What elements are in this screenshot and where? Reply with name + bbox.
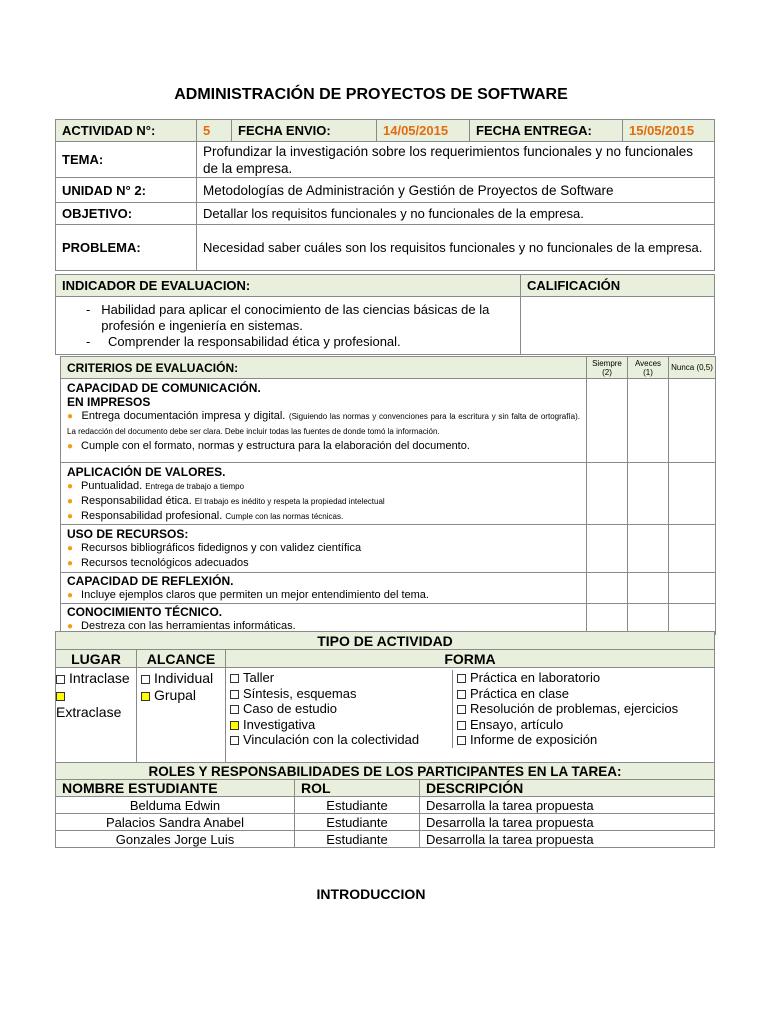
student-role: Estudiante xyxy=(295,797,420,814)
forma-option: Vinculación con la colectividad xyxy=(230,732,452,748)
checkbox-icon[interactable] xyxy=(230,674,239,683)
criterio-item: ● Destreza con las herramientas informáticas. xyxy=(67,620,296,632)
criterio-item: ● Responsabilidad profesional. Cumple con las normas técnicas. xyxy=(67,510,344,522)
tema-label: TEMA: xyxy=(56,142,197,178)
checkbox-icon[interactable] xyxy=(457,736,466,745)
checkbox-icon[interactable] xyxy=(141,675,150,684)
col-nombre: NOMBRE ESTUDIANTE xyxy=(56,780,295,797)
roles-table xyxy=(55,762,715,848)
unidad-label: UNIDAD N° 2: xyxy=(56,178,197,203)
objetivo-value: Detallar los requisitos funcionales y no funcionales de la empresa. xyxy=(197,203,715,225)
introduccion-heading: INTRODUCCION xyxy=(316,886,426,902)
fecha-envio-label: FECHA ENVIO: xyxy=(232,120,377,142)
tecnico-title: CONOCIMIENTO TÉCNICO. xyxy=(67,605,223,619)
forma-header: FORMA xyxy=(226,650,715,668)
forma-option: Resolución de problemas, ejercicios xyxy=(457,701,710,717)
recursos-title: USO DE RECURSOS: xyxy=(67,527,189,541)
roles-label: ROLES Y RESPONSABILIDADES DE LOS PARTICIPANTES EN LA TAREA: xyxy=(56,763,715,780)
forma-option: Práctica en laboratorio xyxy=(457,670,710,686)
criterio-item: ● Recursos bibliográficos fidedignos y con validez científica xyxy=(67,542,362,554)
forma-option: Síntesis, esquemas xyxy=(230,686,452,702)
lugar-header: LUGAR xyxy=(56,650,137,668)
actividad-label: ACTIVIDAD N°: xyxy=(56,120,197,142)
calificacion-label: CALIFICACIÓN xyxy=(521,275,715,297)
lugar-extraclase: Extraclase xyxy=(56,687,136,721)
tipo-table xyxy=(55,631,715,764)
alcance-grupal: Grupal xyxy=(141,687,225,704)
checkbox-icon[interactable] xyxy=(56,692,65,701)
criterio-item: ● Cumple con el formato, normas y estructura para la elaboración del documento. xyxy=(67,440,470,452)
student-description: Desarrolla la tarea propuesta xyxy=(420,814,715,831)
criterio-item: ● Responsabilidad ética. El trabajo es inédito y respeta la propiedad intelectual xyxy=(67,495,385,507)
forma-option: Informe de exposición xyxy=(457,732,710,748)
comunicacion-title: CAPACIDAD DE COMUNICACIÓN. xyxy=(67,381,261,395)
col-nunca: Nunca (0,5) xyxy=(669,357,716,379)
checkbox-icon[interactable] xyxy=(141,692,150,701)
actividad-value: 5 xyxy=(197,120,232,142)
col-descripcion: DESCRIPCIÓN xyxy=(420,780,715,797)
criterio-item: ● Incluye ejemplos claros que permiten un mejor entendimiento del tema. xyxy=(67,589,429,601)
valores-title: APLICACIÓN DE VALORES. xyxy=(67,465,226,479)
student-description: Desarrolla la tarea propuesta xyxy=(420,797,715,814)
objetivo-label: OBJETIVO: xyxy=(56,203,197,225)
tema-value: Profundizar la investigación sobre los requerimientos funcionales y no funcionales de la empresa. xyxy=(197,142,715,178)
reflexion-title: CAPACIDAD DE REFLEXIÓN. xyxy=(67,574,234,588)
student-description: Desarrolla la tarea propuesta xyxy=(420,831,715,848)
checkbox-icon[interactable] xyxy=(230,736,239,745)
fecha-envio-value: 14/05/2015 xyxy=(377,120,470,142)
col-siempre: Siempre (2) xyxy=(587,357,628,379)
calificacion-cell xyxy=(521,297,715,355)
indicador-item: - Habilidad para aplicar el conocimiento de las ciencias básicas de la profesión e ingeniería en sistemas. xyxy=(86,301,490,333)
col-rol: ROL xyxy=(295,780,420,797)
forma-left-column xyxy=(230,670,452,748)
checkbox-icon[interactable] xyxy=(457,690,466,699)
criterio-item: ● Recursos tecnológicos adecuados xyxy=(67,557,249,569)
criterio-item: ● Entrega documentación impresa y digital. (Siguiendo las normas y convenciones para la escritura y sin falta de ortografía). La redacción del documento debe ser clara. Debe incluir todas las fuentes de donde tomó la información. xyxy=(67,410,580,436)
student-name: Palacios Sandra Anabel xyxy=(56,814,295,831)
criterios-table xyxy=(60,356,716,635)
checkbox-icon[interactable] xyxy=(457,721,466,730)
checkbox-icon[interactable] xyxy=(56,675,65,684)
comunicacion-subtitle: EN IMPRESOS xyxy=(67,395,151,409)
student-name: Belduma Edwin xyxy=(56,797,295,814)
indicador-label: INDICADOR DE EVALUACION: xyxy=(56,275,521,297)
table-row xyxy=(56,814,715,831)
problema-value: Necesidad saber cuáles son los requisitos funcionales y no funcionales de la empresa. xyxy=(197,225,715,271)
forma-right-column xyxy=(452,670,710,748)
document-title: ADMINISTRACIÓN DE PROYECTOS DE SOFTWARE xyxy=(174,86,568,103)
criterios-label: CRITERIOS DE EVALUACIÓN: xyxy=(61,357,587,379)
tipo-label: TIPO DE ACTIVIDAD xyxy=(56,632,715,650)
table-row xyxy=(56,831,715,848)
checkbox-icon[interactable] xyxy=(457,674,466,683)
checkbox-icon[interactable] xyxy=(457,705,466,714)
checkbox-icon[interactable] xyxy=(230,721,239,730)
student-role: Estudiante xyxy=(295,831,420,848)
fecha-entrega-label: FECHA ENTREGA: xyxy=(470,120,623,142)
problema-label: PROBLEMA: xyxy=(56,225,197,271)
col-aveces: Aveces (1) xyxy=(628,357,669,379)
alcance-header: ALCANCE xyxy=(137,650,226,668)
alcance-individual: Individual xyxy=(141,670,225,687)
checkbox-icon[interactable] xyxy=(230,705,239,714)
forma-option: Práctica en clase xyxy=(457,686,710,702)
forma-option: Investigativa xyxy=(230,717,452,733)
indicador-item: - Comprender la responsabilidad ética y profesional. xyxy=(86,333,401,349)
lugar-intraclase: Intraclase xyxy=(56,670,136,687)
checkbox-icon[interactable] xyxy=(230,690,239,699)
fecha-entrega-value: 15/05/2015 xyxy=(623,120,715,142)
student-name: Gonzales Jorge Luis xyxy=(56,831,295,848)
forma-option: Caso de estudio xyxy=(230,701,452,717)
forma-option: Taller xyxy=(230,670,452,686)
student-role: Estudiante xyxy=(295,814,420,831)
header-table xyxy=(55,119,715,271)
unidad-value: Metodologías de Administración y Gestión de Proyectos de Software xyxy=(197,178,715,203)
indicador-table xyxy=(55,274,715,355)
forma-option: Ensayo, artículo xyxy=(457,717,710,733)
criterio-item: ● Puntualidad. Entrega de trabajo a tiempo xyxy=(67,480,245,492)
table-row xyxy=(56,797,715,814)
